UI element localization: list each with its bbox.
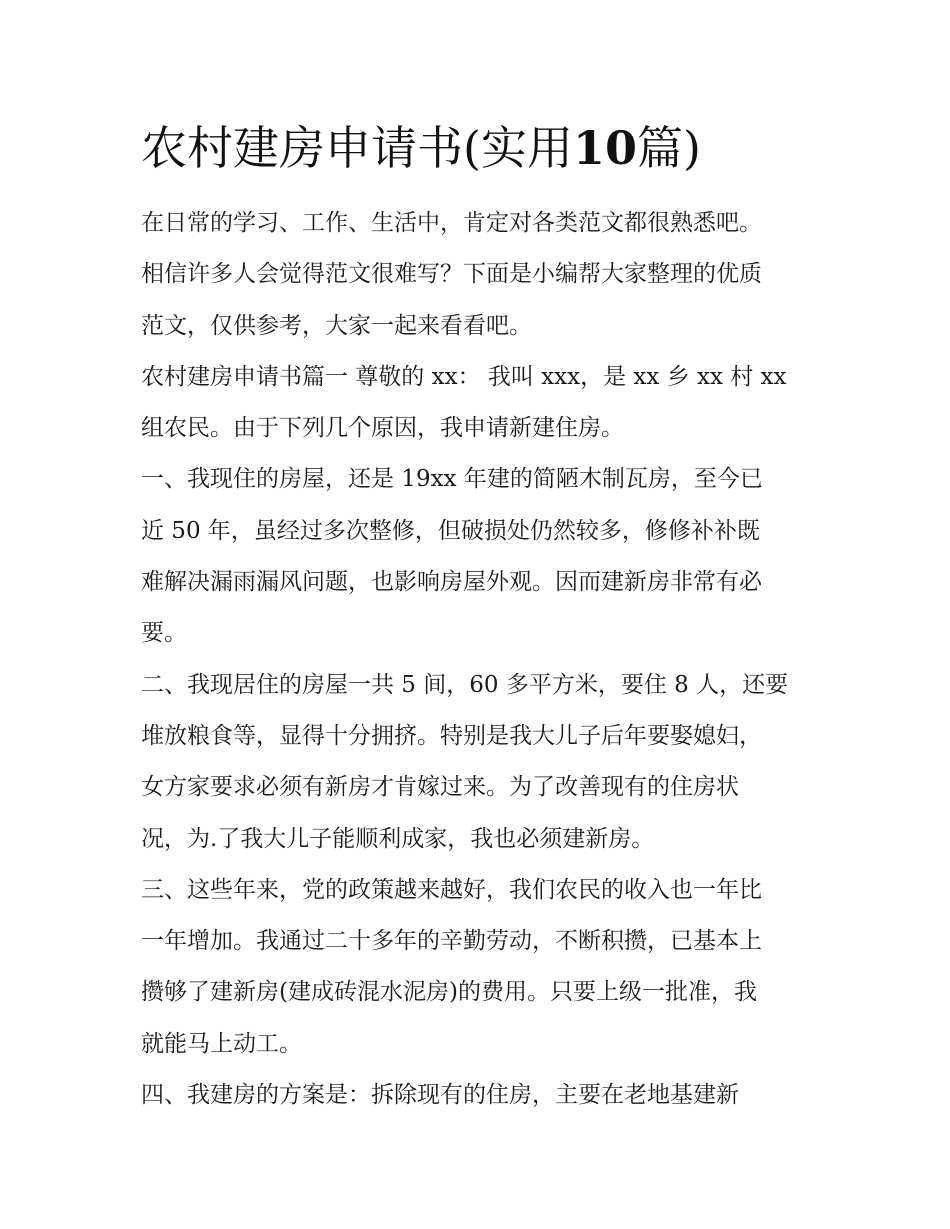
title-suffix: 篇) — [636, 121, 701, 175]
body-line: 难解决漏雨漏风问题，也影响房屋外观。因而建新房非常有必 — [141, 569, 762, 596]
body-line: 堆放粮食等，显得十分拥挤。特别是我大儿子后年要娶媳妇， — [141, 722, 762, 749]
body-line: 二、我现居住的房屋一共 5 间，60 多平方米，要住 8 人，还要 — [141, 671, 789, 698]
body-line: 三、这些年来，党的政策越来越好，我们农民的收入也一年比 — [141, 876, 762, 903]
body-line: 一年增加。我通过二十多年的辛勤劳动，不断积攒，已基本上 — [141, 928, 762, 955]
body-line: 四、我建房的方案是：拆除现有的住房，主要在老地基建新 — [141, 1082, 739, 1109]
title-prefix: 农村建房申请书(实用 — [141, 121, 573, 175]
document-title — [141, 118, 701, 178]
body-line: 就能马上动工。 — [141, 1030, 302, 1057]
body-line: 攒够了建新房(建成砖混水泥房)的费用。只要上级一批准，我 — [141, 979, 757, 1006]
body-line: 组农民。由于下列几个原因，我申请新建住房。 — [141, 415, 624, 442]
body-line: 相信许多人会觉得范文很难写？下面是小编帮大家整理的优质 — [141, 261, 762, 288]
body-line: 女方家要求必须有新房才肯嫁过来。为了改善现有的住房状 — [141, 774, 739, 801]
body-line: 要。 — [141, 620, 187, 647]
document-body — [141, 198, 831, 1121]
body-line: 况，为.了我大儿子能顺利成家，我也必须建新房。 — [141, 825, 655, 852]
title-number: 10 — [572, 121, 637, 175]
body-line: 近 50 年，虽经过多次整修，但破损处仍然较多，修修补补既 — [141, 517, 760, 544]
body-line: 在日常的学习、工作、生活中，肯定对各类范文都很熟悉吧。 — [141, 210, 762, 236]
body-line: 范文，仅供参考，大家一起来看看吧。 — [141, 312, 532, 339]
body-line: 一、我现住的房屋，还是 19xx 年建的简陋木制瓦房，至今已 — [141, 466, 763, 493]
body-line: 农村建房申请书篇一 尊敬的 xx： 我叫 xxx，是 xx 乡 xx 村 xx — [141, 363, 787, 390]
